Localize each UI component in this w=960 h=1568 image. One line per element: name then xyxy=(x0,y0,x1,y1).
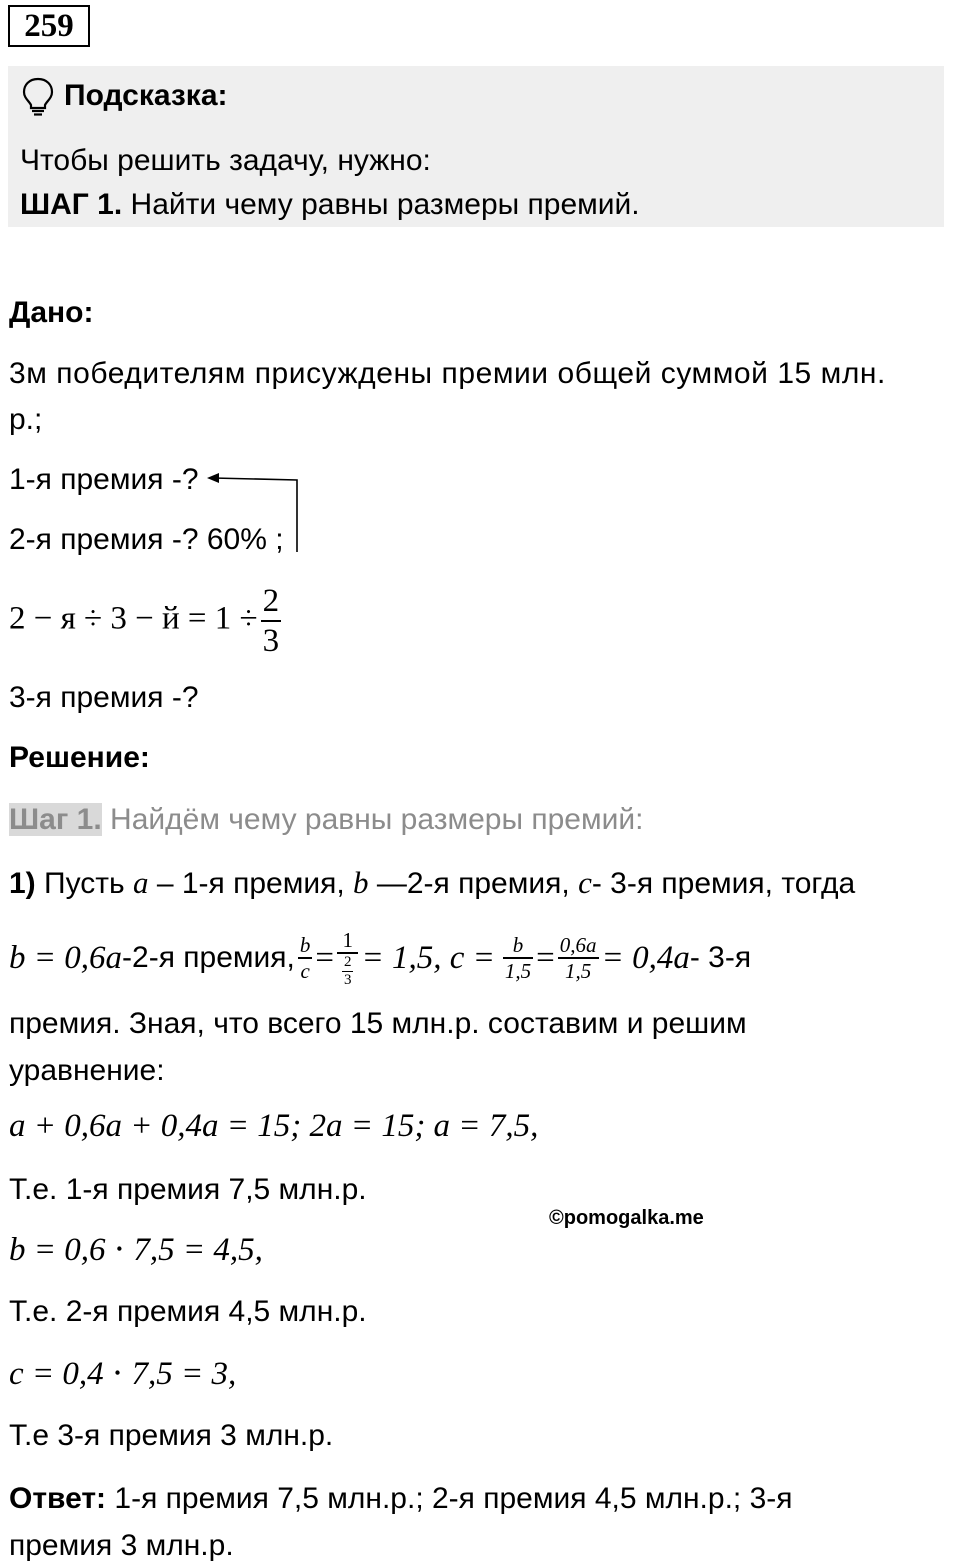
given-heading: Дано: xyxy=(9,296,94,329)
var-a: a xyxy=(132,865,149,900)
given-ratio-lhs: 2 − я ÷ 3 − й = 1 ÷ xyxy=(9,600,258,637)
fraction-denominator: 1,5 xyxy=(565,959,592,983)
fraction-numerator: 2 xyxy=(262,583,280,619)
point-text: —2-я премия, xyxy=(376,867,570,900)
line-text: -2-я премия, xyxy=(122,941,295,974)
solution-heading: Решение: xyxy=(9,741,150,774)
var-b: b xyxy=(353,865,369,900)
point-text: Пусть xyxy=(44,867,125,900)
given-prize-1: 1-я премия -? xyxy=(9,463,199,496)
nested-fraction xyxy=(342,954,354,989)
hint-step-label: ШАГ 1. xyxy=(20,188,123,221)
solution-step xyxy=(9,802,643,838)
fraction-denominator: c xyxy=(300,959,310,983)
equation-c: = 1,5, c = xyxy=(361,940,495,976)
given-line-1-cont: р.; xyxy=(9,403,43,436)
fraction-denominator: 1,5 xyxy=(504,959,532,983)
point-text: – 1-я премия, xyxy=(156,867,345,900)
given-prize-2: 2-я премия -? 60% ; xyxy=(9,523,284,556)
given-ratio xyxy=(9,582,284,660)
equation-b-value: b = 0,6 ⋅ 7,5 = 4,5, xyxy=(9,1232,263,1268)
task-number: 259 xyxy=(8,5,90,47)
point-text: - 3-я премия, тогда xyxy=(591,867,856,900)
equation-b: b = 0,6a xyxy=(9,940,123,976)
fraction-numerator: 2 xyxy=(343,953,352,970)
point-number: 1) xyxy=(9,867,36,900)
fraction-denominator xyxy=(337,954,359,989)
result-3: Т.е 3-я премия 3 млн.р. xyxy=(9,1419,334,1452)
fraction-numerator: b xyxy=(512,933,524,957)
hint-step xyxy=(20,187,640,223)
answer-line-1 xyxy=(9,1481,793,1517)
lightbulb-icon xyxy=(20,76,56,116)
hint-intro: Чтобы решить задачу, нужно: xyxy=(20,144,431,177)
given-line-1: 3м победителям присуждены премии общей суммой 15 млн. xyxy=(9,357,886,390)
hint-title: Подсказка: xyxy=(64,79,228,112)
solution-step-label: Шаг 1. xyxy=(9,803,102,836)
result-2: Т.е. 2-я премия 4,5 млн.р. xyxy=(9,1295,367,1328)
given-prize-3: 3-я премия -? xyxy=(9,681,199,714)
given-ratio-fraction xyxy=(261,582,282,660)
equation-0-4a: = 0,4a xyxy=(601,940,690,976)
equals-sign: = xyxy=(315,940,334,976)
fraction-denominator: 3 xyxy=(343,971,352,988)
result-1: Т.е. 1-я премия 7,5 млн.р. xyxy=(9,1173,367,1206)
solution-line-2 xyxy=(9,918,751,998)
solution-line-4: уравнение: xyxy=(9,1054,165,1087)
equation-c-value: c = 0,4 ⋅ 7,5 = 3, xyxy=(9,1356,237,1392)
fraction-b-over-1-5 xyxy=(503,933,533,983)
solution-step-text: Найдём чему равны размеры премий: xyxy=(110,803,644,836)
solution-point-1 xyxy=(9,863,855,903)
fraction-numerator: b xyxy=(299,933,311,957)
solution-line-3: премия. Зная, что всего 15 млн.р. составим и решим xyxy=(9,1007,747,1040)
answer-line-2: премия 3 млн.р. xyxy=(9,1529,234,1562)
fraction-0-6a-over-1-5 xyxy=(558,933,599,983)
fraction-denominator: 3 xyxy=(262,623,280,659)
hint-step-text: Найти чему равны размеры премий. xyxy=(130,188,640,221)
relation-arrow xyxy=(205,470,305,560)
line-text: - 3-я xyxy=(689,941,752,974)
watermark: ©pomogalka.me xyxy=(549,1207,704,1229)
main-equation: a + 0,6a + 0,4a = 15; 2a = 15; a = 7,5, xyxy=(9,1108,539,1144)
answer-text: 1-я премия 7,5 млн.р.; 2-я премия 4,5 млн.р.; 3-я xyxy=(114,1482,793,1515)
fraction-b-over-c xyxy=(298,933,313,983)
fraction-numerator: 1 xyxy=(342,927,353,952)
var-c: c xyxy=(578,865,592,900)
equals-sign: = xyxy=(536,940,555,976)
fraction-1-over-2-3 xyxy=(337,928,359,989)
fraction-numerator: 0,6a xyxy=(559,933,597,957)
answer-label: Ответ: xyxy=(9,1482,107,1515)
